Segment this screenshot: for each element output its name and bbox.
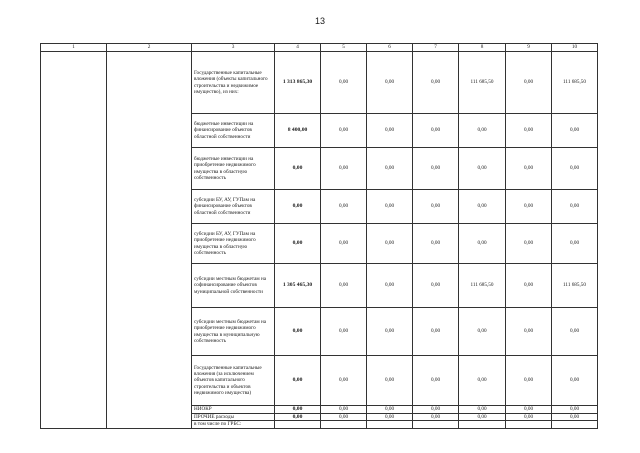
cell-col-1 <box>41 114 107 148</box>
table-body <box>41 44 598 429</box>
cell-value: 0,00 <box>459 308 506 356</box>
row-label: в том числе по ГРБС: <box>192 421 275 428</box>
cell-value: 0,00 <box>413 406 459 414</box>
cell-value: 0,00 <box>367 413 413 421</box>
column-header: 9 <box>506 44 552 52</box>
column-header: 6 <box>367 44 413 52</box>
cell-value: 0,00 <box>321 190 367 224</box>
cell-value: 111 685,50 <box>552 264 598 308</box>
cell-value: 0,00 <box>506 190 552 224</box>
cell-value: 0,00 <box>552 413 598 421</box>
cell-value: 0,00 <box>459 413 506 421</box>
cell-value: 0,00 <box>552 148 598 190</box>
column-header: 10 <box>552 44 598 52</box>
cell-col-2 <box>107 406 192 414</box>
column-header: 5 <box>321 44 367 52</box>
cell-col-2 <box>107 264 192 308</box>
cell-value: 0,00 <box>367 224 413 264</box>
cell-value: 0,00 <box>367 148 413 190</box>
cell-value: 111 685,50 <box>459 52 506 114</box>
cell-col-1 <box>41 413 107 421</box>
cell-col-1 <box>41 52 107 114</box>
cell-total <box>275 421 321 428</box>
cell-value: 0,00 <box>413 190 459 224</box>
cell-value: 0,00 <box>506 52 552 114</box>
cell-value: 0,00 <box>459 190 506 224</box>
cell-total: 0,00 <box>275 406 321 414</box>
column-header: 4 <box>275 44 321 52</box>
cell-value: 0,00 <box>321 413 367 421</box>
cell-value: 0,00 <box>413 308 459 356</box>
cell-value: 111 685,50 <box>459 264 506 308</box>
table-row <box>41 264 598 308</box>
cell-value: 0,00 <box>506 406 552 414</box>
cell-value: 0,00 <box>506 224 552 264</box>
cell-col-2 <box>107 421 192 428</box>
cell-total: 8 400,00 <box>275 114 321 148</box>
cell-value: 0,00 <box>506 148 552 190</box>
cell-col-1 <box>41 421 107 428</box>
cell-value <box>552 421 598 428</box>
cell-value: 0,00 <box>506 264 552 308</box>
cell-total: 0,00 <box>275 190 321 224</box>
cell-value: 0,00 <box>459 406 506 414</box>
cell-col-2 <box>107 148 192 190</box>
cell-total: 0,00 <box>275 413 321 421</box>
cell-total: 0,00 <box>275 148 321 190</box>
cell-value: 0,00 <box>367 406 413 414</box>
column-header: 8 <box>459 44 506 52</box>
row-label: бюджетные инвестиции на приобретение недвижимого имущества в областную собственность <box>192 148 275 190</box>
cell-value: 0,00 <box>413 52 459 114</box>
cell-value: 0,00 <box>413 264 459 308</box>
cell-value: 0,00 <box>321 308 367 356</box>
row-label: Государственные капитальные вложения (за исключением объектов капитального строительства и объектов недвижимого имущества) <box>192 356 275 406</box>
cell-value: 0,00 <box>367 308 413 356</box>
cell-col-1 <box>41 224 107 264</box>
table-row <box>41 224 598 264</box>
cell-col-2 <box>107 190 192 224</box>
cell-value: 0,00 <box>321 114 367 148</box>
cell-col-2 <box>107 114 192 148</box>
column-header: 7 <box>413 44 459 52</box>
cell-col-1 <box>41 406 107 414</box>
cell-value <box>367 421 413 428</box>
cell-value: 0,00 <box>552 406 598 414</box>
cell-col-1 <box>41 264 107 308</box>
column-header: 2 <box>107 44 192 52</box>
cell-value: 0,00 <box>321 356 367 406</box>
table-row <box>41 356 598 406</box>
table-row <box>41 413 598 421</box>
table-row <box>41 421 598 428</box>
row-label: субсидии местным бюджетам на софинансирование объектов муниципальной собственности <box>192 264 275 308</box>
cell-col-1 <box>41 148 107 190</box>
table-row <box>41 190 598 224</box>
cell-value: 0,00 <box>506 413 552 421</box>
cell-value: 0,00 <box>367 356 413 406</box>
header-row <box>41 44 598 52</box>
cell-value: 0,00 <box>506 308 552 356</box>
cell-total: 1 313 865,30 <box>275 52 321 114</box>
cell-value: 0,00 <box>459 114 506 148</box>
row-label: субсидии местным бюджетам на приобретение недвижимого имущества в муниципальную собственность <box>192 308 275 356</box>
row-label: Государственные капитальные вложения (объекты капитального строительства и недвижимое имущество), из них: <box>192 52 275 114</box>
cell-value <box>321 421 367 428</box>
cell-value: 0,00 <box>552 224 598 264</box>
cell-value: 0,00 <box>506 114 552 148</box>
budget-table <box>40 43 598 429</box>
cell-value: 0,00 <box>506 356 552 406</box>
page-number: 13 <box>314 16 325 26</box>
cell-value: 0,00 <box>459 148 506 190</box>
cell-col-2 <box>107 356 192 406</box>
cell-col-2 <box>107 308 192 356</box>
cell-value: 0,00 <box>321 52 367 114</box>
cell-value: 0,00 <box>321 264 367 308</box>
cell-value: 0,00 <box>413 413 459 421</box>
cell-total: 0,00 <box>275 224 321 264</box>
table-row <box>41 114 598 148</box>
cell-value <box>506 421 552 428</box>
cell-value: 0,00 <box>459 224 506 264</box>
cell-value: 0,00 <box>413 148 459 190</box>
cell-value: 0,00 <box>552 190 598 224</box>
row-label: бюджетные инвестиции на финансирование объектов областной собственности <box>192 114 275 148</box>
cell-col-2 <box>107 52 192 114</box>
row-label: НИОКР <box>192 406 275 414</box>
cell-total: 0,00 <box>275 356 321 406</box>
cell-value: 0,00 <box>321 406 367 414</box>
cell-value: 0,00 <box>367 114 413 148</box>
cell-value: 0,00 <box>367 52 413 114</box>
cell-value: 0,00 <box>367 264 413 308</box>
cell-total: 1 305 465,30 <box>275 264 321 308</box>
column-header: 3 <box>192 44 275 52</box>
cell-value <box>459 421 506 428</box>
table-row <box>41 148 598 190</box>
cell-col-2 <box>107 413 192 421</box>
row-label: ПРОЧИЕ расходы <box>192 413 275 421</box>
cell-col-1 <box>41 308 107 356</box>
cell-value: 0,00 <box>459 356 506 406</box>
cell-value: 0,00 <box>413 224 459 264</box>
cell-value: 0,00 <box>367 190 413 224</box>
cell-value: 0,00 <box>413 114 459 148</box>
cell-value: 0,00 <box>552 308 598 356</box>
table-row <box>41 308 598 356</box>
cell-value <box>413 421 459 428</box>
cell-col-1 <box>41 190 107 224</box>
cell-value: 111 685,50 <box>552 52 598 114</box>
cell-col-2 <box>107 224 192 264</box>
cell-value: 0,00 <box>321 148 367 190</box>
column-header: 1 <box>41 44 107 52</box>
row-label: субсидии БУ, АУ, ГУПам на приобретение недвижимого имущества в областную собственность <box>192 224 275 264</box>
cell-value: 0,00 <box>552 114 598 148</box>
row-label: субсидии БУ, АУ, ГУПам на финансирование объектов областной собственности <box>192 190 275 224</box>
table-row <box>41 52 598 114</box>
table-row <box>41 406 598 414</box>
cell-total: 0,00 <box>275 308 321 356</box>
cell-col-1 <box>41 356 107 406</box>
cell-value: 0,00 <box>552 356 598 406</box>
cell-value: 0,00 <box>321 224 367 264</box>
cell-value: 0,00 <box>413 356 459 406</box>
